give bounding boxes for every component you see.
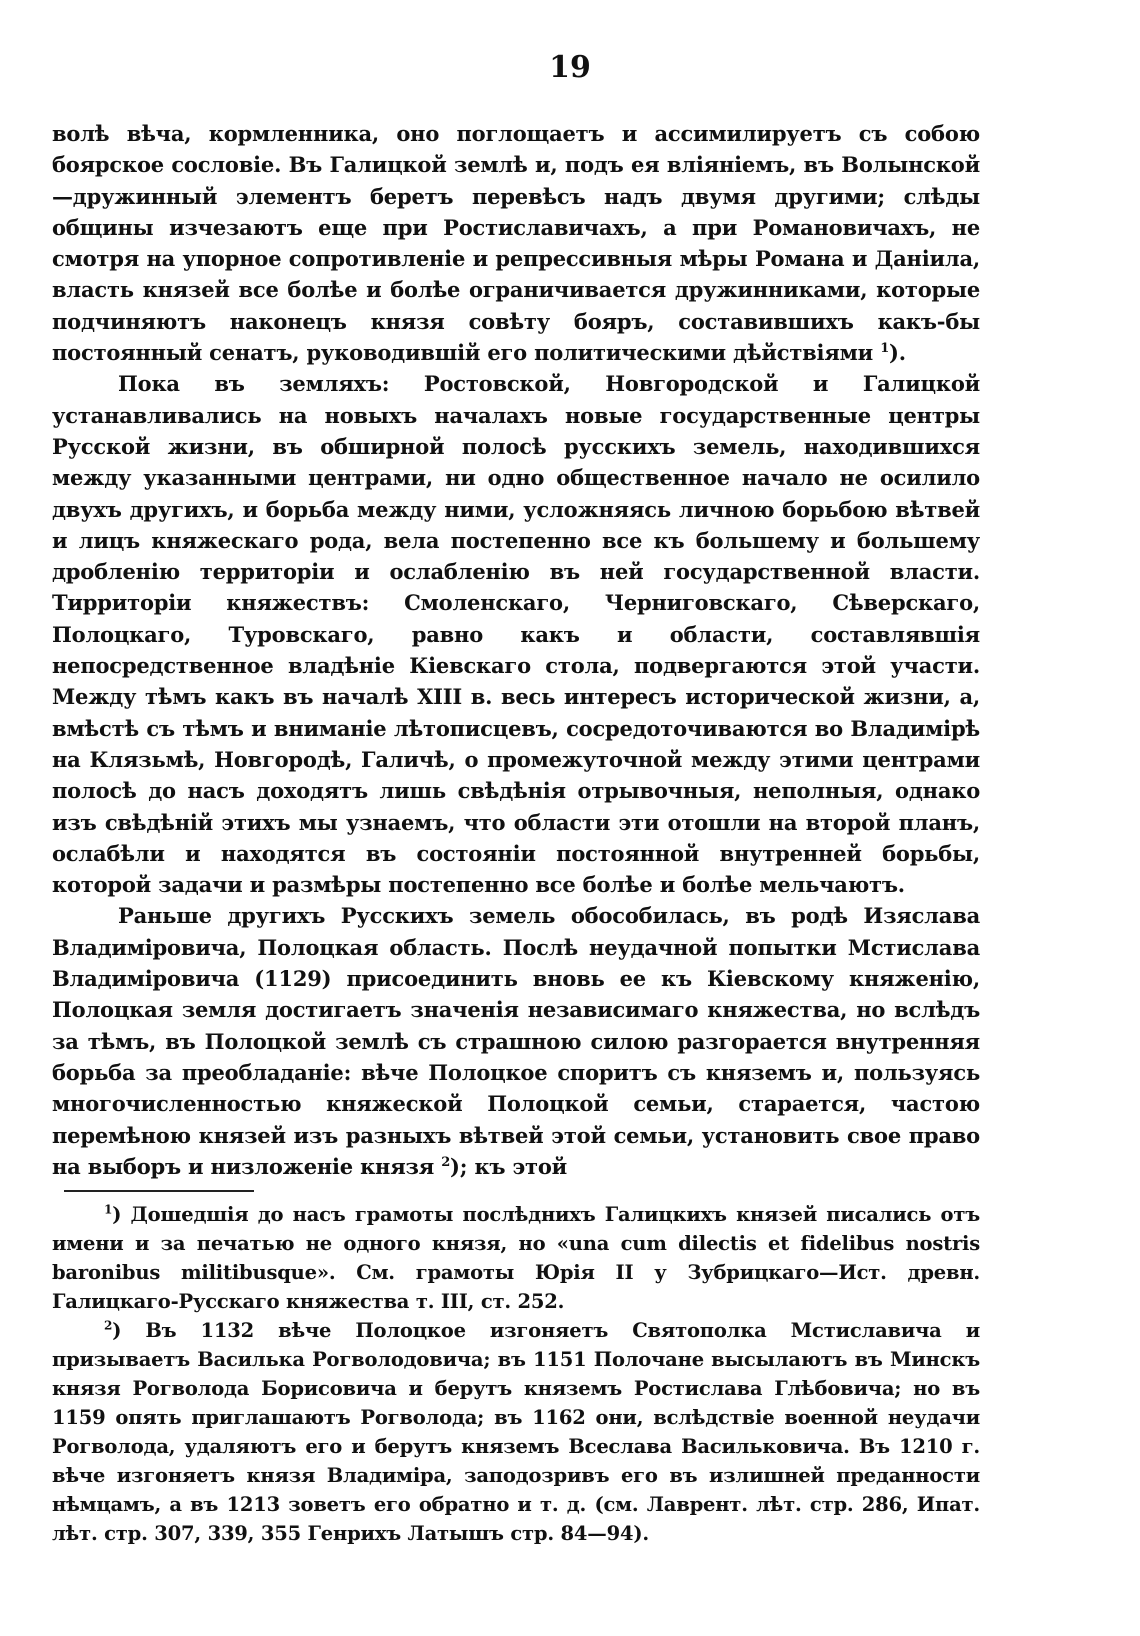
paragraph-3 [52,900,980,1182]
paragraph-1 [52,118,980,368]
paragraph-3-text: Раньше другихъ Русскихъ земель обособилась, въ родѣ Изяслава Владиміровича, Полоцкая область. Послѣ неудачной попытки Мстислава Владиміровича (1129) присоединить вновь ее къ Кіевскому княженію, Полоцкая земля достигаетъ значенія независимаго княжества, но вслѣдъ за тѣмъ, въ Полоцкой землѣ съ страшною силою разгорается внутренняя борьба за преобладаніе: вѣче Полоцкое споритъ съ княземъ и, пользуясь многочисленностью княжеской Полоцкой семьи, старается, частою перемѣною князей изъ разныхъ вѣтвей этой семьи, установить свое право на выборъ и низложеніе князя [52,903,980,1179]
footnote-1 [52,1200,980,1316]
footnote-2-mark: 2 [104,1318,113,1333]
footnote-divider [64,1190,254,1192]
footnote-1-text: Дошедшія до насъ грамоты послѣднихъ Галицкихъ князей писались отъ имени и за печатью не одного князя, но «una cum dilectis et fidelibus nostris baronibus militibusque». См. грамоты Юрія II у Зубрицкаго—Ист. древн. Галицкаго-Русскаго княжества т. III, ст. 252. [52,1203,980,1313]
footnotes [52,1200,980,1548]
footnote-1-mark-close: ) [112,1203,122,1226]
main-text [52,118,980,1182]
footnote-ref-2-tail: ) [450,1153,460,1179]
footnote-2-text: Въ 1132 вѣче Полоцкое изгоняетъ Святополка Мстиславича и призываетъ Василька Рогволодовича; въ 1151 Полочане высылаютъ въ Минскъ князя Рогволода Борисовича и берутъ княземъ Ростислава Глѣбовича; но въ 1159 опять приглашаютъ Рогволода; въ 1162 они, вслѣдствіе военной неудачи Рогволода, удаляютъ его и берутъ княземъ Всеслава Васильковича. Въ 1210 г. вѣче изгоняетъ князя Владиміра, заподозривъ его въ излишней преданности нѣмцамъ, а въ 1213 зоветъ его обратно и т. д. (см. Лаврент. лѣт. стр. 286, Ипат. лѣт. стр. 307, 339, 355 Генрихъ Латышъ стр. 84—94). [52,1319,980,1545]
paragraph-1-text: волѣ вѣча, кормленника, оно поглощаетъ и ассимилируетъ съ собою боярское сословіе. Въ Галицкой землѣ и, подъ ея вліяніемъ, въ Волынской—дружинный элементъ беретъ перевѣсъ надъ двумя другими; слѣды общины изчезаютъ еще при Ростиславичахъ, а при Романовичахъ, не смотря на упорное сопротивленіе и репрессивныя мѣры Романа и Даніила, власть князей все болѣе и болѣе ограничивается дружинниками, которые подчиняютъ наконецъ князя совѣту бояръ, составившихъ какъ-бы постоянный сенатъ, руководившій его политическими дѣйствіями [52,121,980,366]
paragraph-2: Пока въ земляхъ: Ростовской, Новгородской и Галицкой устанавливались на новыхъ началахъ новые государственные центры Русской жизни, въ обширной полосѣ русскихъ земель, находившихся между указанными центрами, ни одно общественное начало не осилило двухъ другихъ, и борьба между ними, усложняясь личною борьбою вѣтвей и лицъ княжескаго рода, вела постепенно все къ большему и большему дробленію территоріи и ослабленію въ ней государственной власти. Тирриторіи княжествъ: Смоленскаго, Черниговскаго, Сѣверскаго, Полоцкаго, Туровскаго, равно какъ и области, составлявшія непосредственное владѣніе Кіевскаго стола, подвергаются этой участи. Между тѣмъ какъ въ началѣ XIII в. весь интересъ исторической жизни, а, вмѣстѣ съ тѣмъ и вниманіе лѣтописцевъ, сосредоточиваются во Владимірѣ на Клязьмѣ, Новгородѣ, Галичѣ, о промежуточной между этими центрами полосѣ до насъ доходятъ лишь свѣдѣнія отрывочныя, неполныя, однако изъ свѣдѣній этихъ мы узнаемъ, что области эти отошли на второй планъ, ослабѣли и находятся въ состояніи постоянной внутренней борьбы, которой задачи и размѣры постепенно все болѣе и болѣе мельчаютъ. [52,371,980,898]
footnote-2-mark-close: ) [112,1319,122,1342]
footnote-ref-1-tail: ). [889,340,906,366]
footnote-ref-1[interactable]: 1 [880,341,890,357]
footnote-ref-2[interactable]: 2 [441,1154,451,1170]
footnote-1-mark: 1 [104,1202,113,1217]
paragraph-3-end: ; къ этой [459,1153,568,1179]
footnote-2 [52,1316,980,1548]
page-number: 19 [549,50,591,85]
